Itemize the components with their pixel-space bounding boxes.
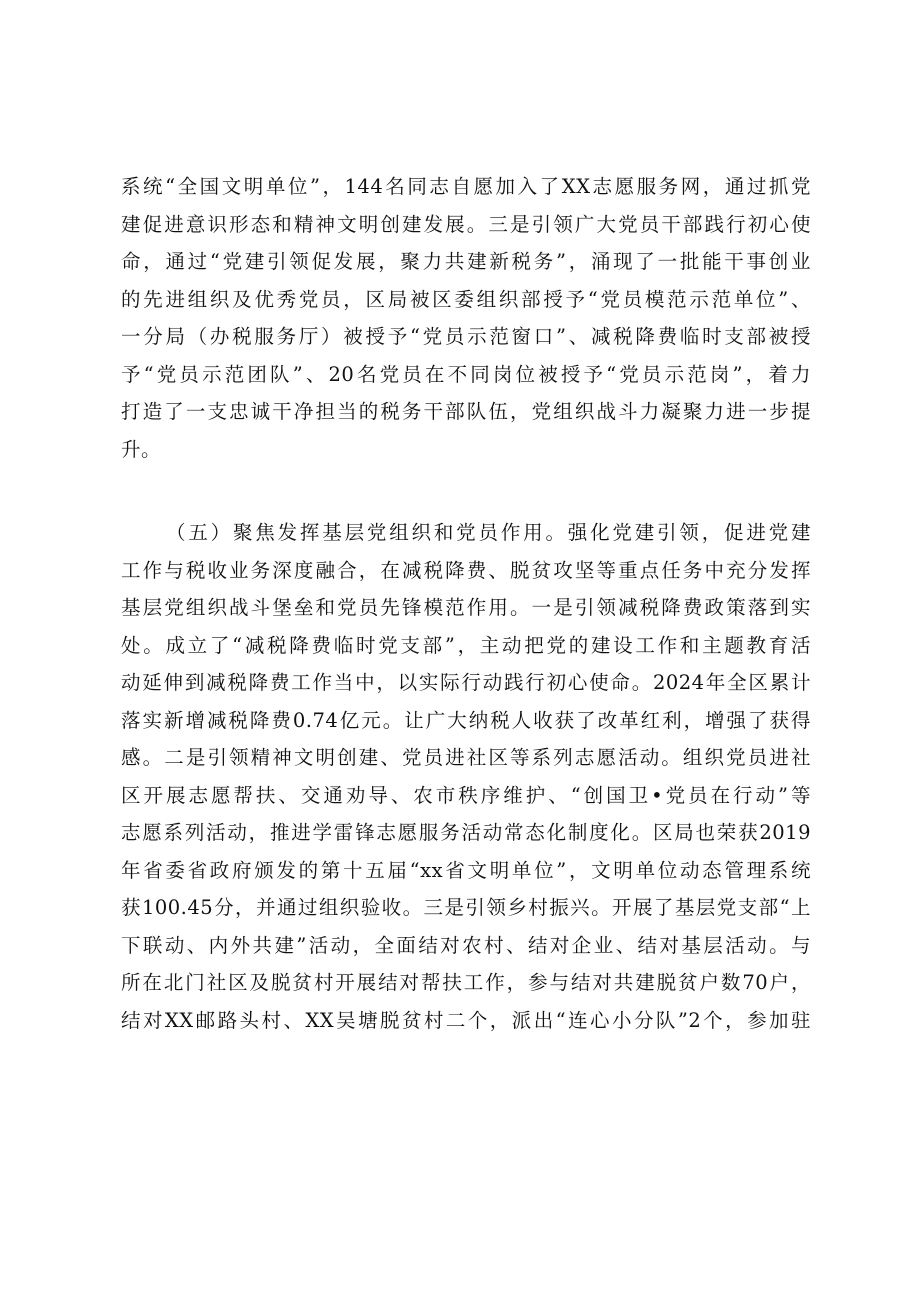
section-heading-line: （五）聚焦发挥基层党组织和党员作用。强化党建引领，促进党建	[166, 521, 811, 544]
paragraph-line: 命，通过“党建引领促发展，聚力共建新税务”，涌现了一批能干事创业	[121, 250, 811, 273]
paragraph-2	[121, 514, 811, 1039]
paragraph-line: 感。二是引领精神文明创建、党员进社区等系列志愿活动。组织党员进社	[121, 746, 811, 769]
paragraph-line: 年省委省政府颁发的第十五届“xx省文明单位”，文明单位动态管理系统	[121, 858, 811, 882]
paragraph-line: 升。	[121, 437, 162, 461]
paragraph-line: 志愿系列活动，推进学雷锋志愿服务活动常态化制度化。区局也荣获2019	[121, 821, 811, 844]
paragraph-line: 打造了一支忠诚干净担当的税务干部队伍，党组织战斗力凝聚力进一步提	[121, 400, 811, 423]
paragraph-line: 结对XX邮路头村、XX吴塘脱贫村二个，派出“连心小分队”2个，参加驻	[121, 1008, 811, 1032]
paragraph-line: 获100.45分，并通过组织验收。三是引领乡村振兴。开展了基层党支部“上	[121, 896, 811, 919]
paragraph-1	[121, 168, 811, 468]
paragraph-line: 所在北门社区及脱贫村开展结对帮扶工作，参与结对共建脱贫户数70户，	[121, 971, 811, 994]
paragraph-line: 建促进意识形态和精神文明创建发展。三是引领广大党员干部践行初心使	[121, 212, 811, 236]
paragraph-line: 处。成立了“减税降费临时党支部”，主动把党的建设工作和主题教育活	[121, 633, 811, 657]
paragraph-line: 系统“全国文明单位”，144名同志自愿加入了XX志愿服务网，通过抓党	[121, 175, 811, 198]
paragraph-line: 区开展志愿帮扶、交通劝导、农市秩序维护、“创国卫•党员在行动”等	[121, 783, 811, 807]
paragraph-line: 一分局（办税服务厅）被授予“党员示范窗口”、减税降费临时支部被授	[121, 325, 811, 348]
paragraph-line: 落实新增减税降费0.74亿元。让广大纳税人收获了改革红利，增强了获得	[121, 708, 811, 732]
paragraph-line: 下联动、内外共建”活动，全面结对农村、结对企业、结对基层活动。与	[121, 933, 811, 957]
paragraph-line: 工作与税收业务深度融合，在减税降费、脱贫攻坚等重点任务中充分发挥	[121, 558, 811, 582]
paragraph-line: 的先进组织及优秀党员，区局被区委组织部授予“党员模范示范单位”、	[121, 287, 811, 311]
paragraph-line: 基层党组织战斗堡垒和党员先锋模范作用。一是引领减税降费政策落到实	[121, 596, 811, 619]
paragraph-line: 动延伸到减税降费工作当中，以实际行动践行初心使命。2024年全区累计	[121, 671, 811, 694]
paragraph-line: 予“党员示范团队”、20名党员在不同岗位被授予“党员示范岗”，着力	[121, 362, 811, 386]
